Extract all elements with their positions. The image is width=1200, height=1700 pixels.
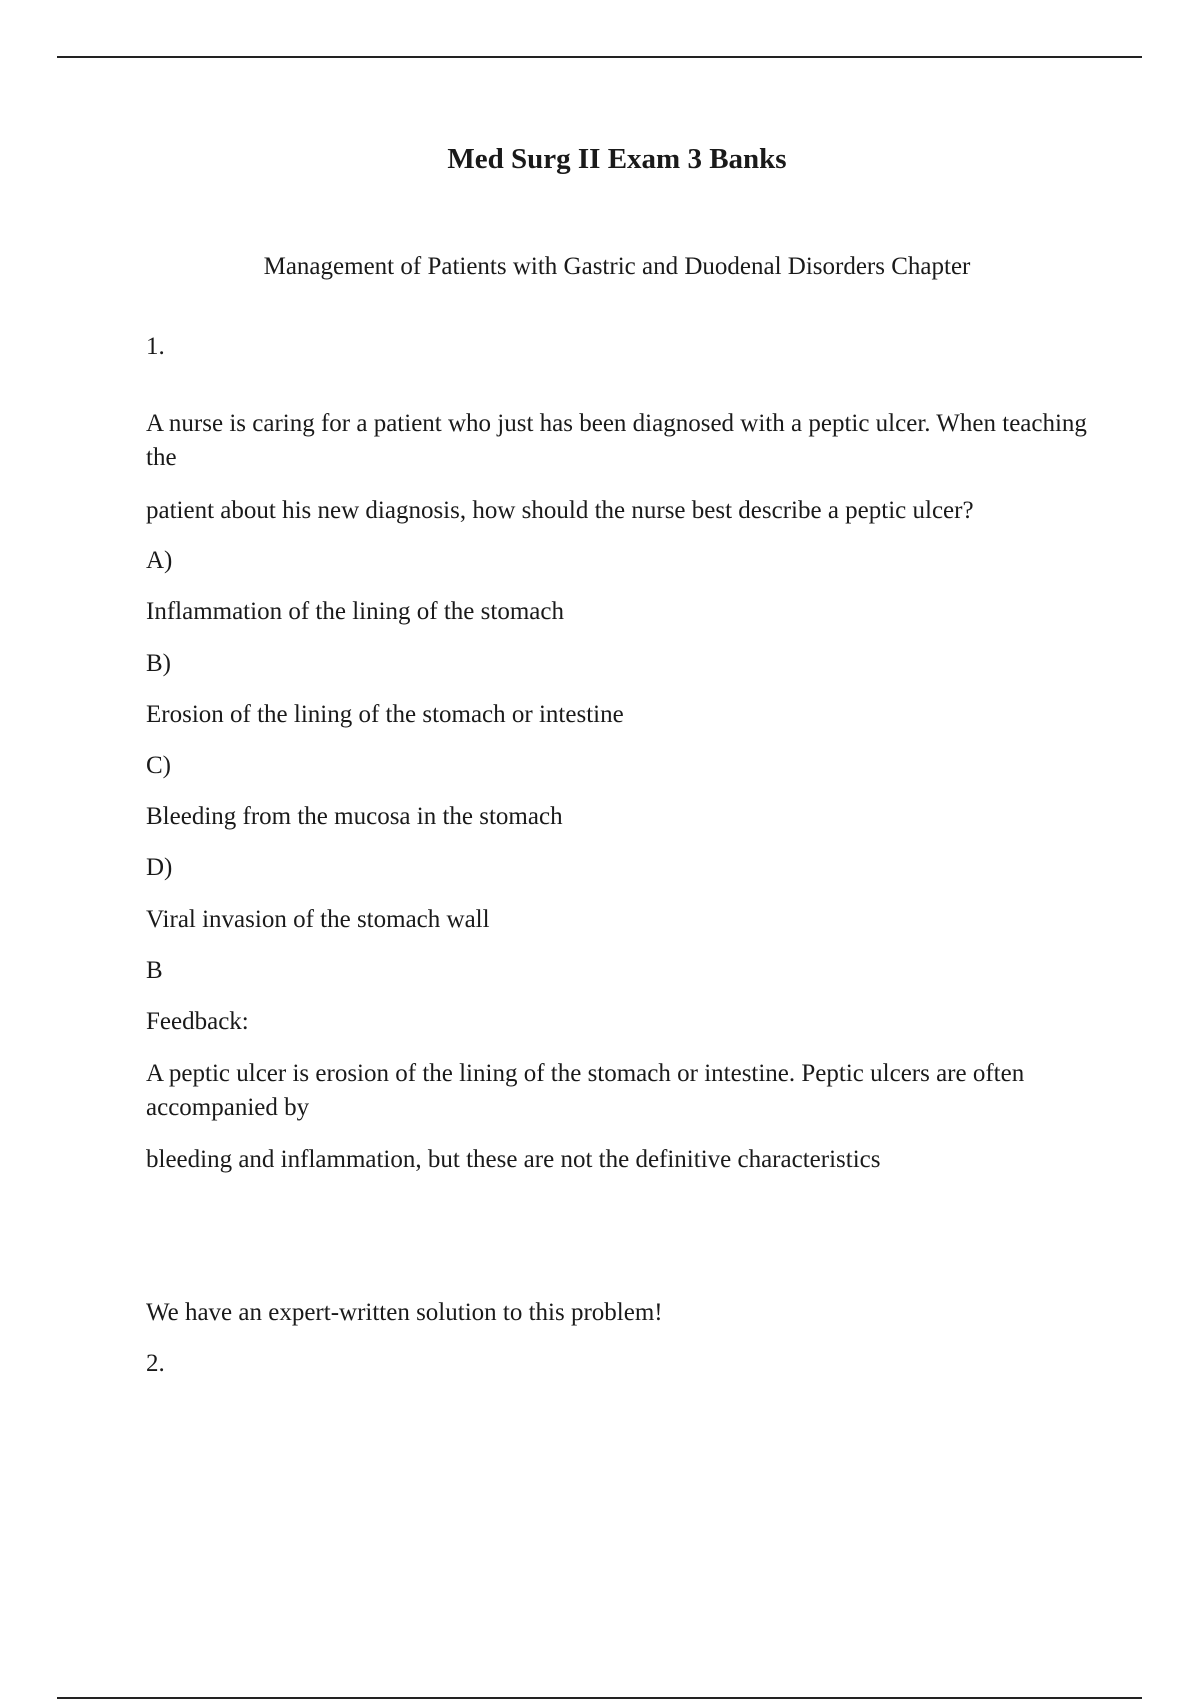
question-1-number: 1. [146,333,165,360]
option-b-letter: B) [146,650,171,677]
document-title: Med Surg II Exam 3 Banks [447,143,787,175]
option-d-text: Viral invasion of the stomach wall [146,906,490,933]
expert-solution-promo: We have an expert-written solution to this problem! [146,1299,663,1326]
option-a-letter: A) [146,547,173,574]
question-1-stem-line-2: patient about his new diagnosis, how should the nurse best describe a peptic ulcer? [146,497,974,524]
option-b-text: Erosion of the lining of the stomach or intestine [146,701,624,728]
option-d-letter: D) [146,854,173,881]
option-c-letter: C) [146,752,171,779]
option-c-text: Bleeding from the mucosa in the stomach [146,803,563,830]
bottom-rule [57,1697,1142,1699]
feedback-line-1: A peptic ulcer is erosion of the lining of the stomach or intestine. Peptic ulcers are often accompanied by [146,1060,1025,1121]
answer-key: B [146,957,163,984]
question-1-stem-line-1: A nurse is caring for a patient who just has been diagnosed with a peptic ulcer. When teaching the [146,410,1087,471]
option-a-text: Inflammation of the lining of the stomach [146,598,564,625]
top-rule [57,56,1142,58]
feedback-line-2: bleeding and inflammation, but these are not the definitive characteristics [146,1146,881,1173]
question-2-number: 2. [146,1350,165,1377]
feedback-label: Feedback: [146,1008,249,1035]
chapter-heading: Management of Patients with Gastric and Duodenal Disorders Chapter [263,253,971,280]
